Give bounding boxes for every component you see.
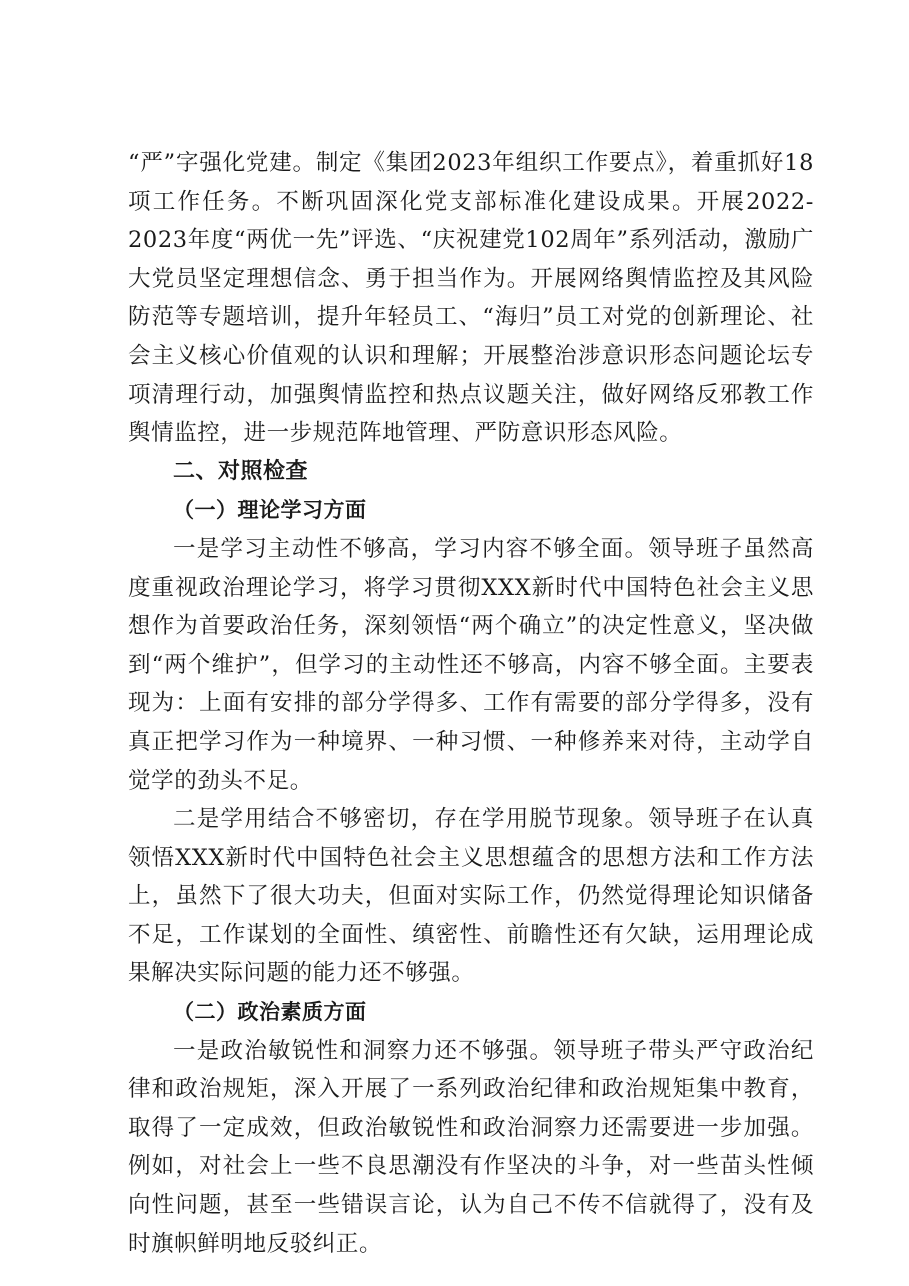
paragraph-party-building: “严”字强化党建。制定《集团2023年组织工作要点》，着重抓好18项工作任务。不断巩固深化党支部标准化建设成果。开展2022-2023年度“两优一先”评选、“庆祝建党102周年”系列活动，激励广大党员坚定理想信念、勇于担当作为。开展网络舆情监控及其风险防范等专题培训，提升年轻员工、“海归”员工对党的创新理论、社会主义核心价值观的认识和理解；开展整治涉意识形态问题论坛专项清理行动，加强舆情监控和热点议题关注，做好网络反邪教工作舆情监控，进一步规范阵地管理、严防意识形态风险。 bbox=[128, 150, 814, 447]
paragraph-theory-study-2: 二是学用结合不够密切，存在学用脱节现象。领导班子在认真领悟XXX新时代中国特色社会主义思想蕴含的思想方法和工作方法上，虽然下了很大功夫，但面对实际工作，仍然觉得理论知识储备不足，工作谋划的全面性、缜密性、前瞻性还有欠缺，运用理论成果解决实际问题的能力还不够强。 bbox=[128, 806, 814, 987]
document-body bbox=[128, 144, 814, 1263]
section-heading-comparison-check: 二、对照检查 bbox=[173, 458, 309, 484]
subsection-heading-theory-study: （一）理论学习方面 bbox=[173, 498, 367, 523]
paragraph-political-quality-1: 一是政治敏锐性和洞察力还不够强。领导班子带头严守政治纪律和政治规矩，深入开展了一系列政治纪律和政治规矩集中教育，取得了一定成效，但政治敏锐性和政治洞察力还需要进一步加强。例如，对社会上一些不良思潮没有作坚决的斗争，对一些苗头性倾向性问题，甚至一些错误言论，认为自己不传不信就得了，没有及时旗帜鲜明地反驳纠正。 bbox=[128, 1037, 814, 1257]
paragraph-theory-study-1: 一是学习主动性不够高，学习内容不够全面。领导班子虽然高度重视政治理论学习，将学习贯彻XXX新时代中国特色社会主义思想作为首要政治任务，深刻领悟“两个确立”的决定性意义，坚决做到“两个维护”，但学习的主动性还不够高，内容不够全面。主要表现为：上面有安排的部分学得多、工作有需要的部分学得多，没有真正把学习作为一种境界、一种习惯、一种修养来对待，主动学自觉学的劲头不足。 bbox=[128, 535, 814, 794]
subsection-heading-political-quality: （二）政治素质方面 bbox=[173, 1000, 367, 1025]
